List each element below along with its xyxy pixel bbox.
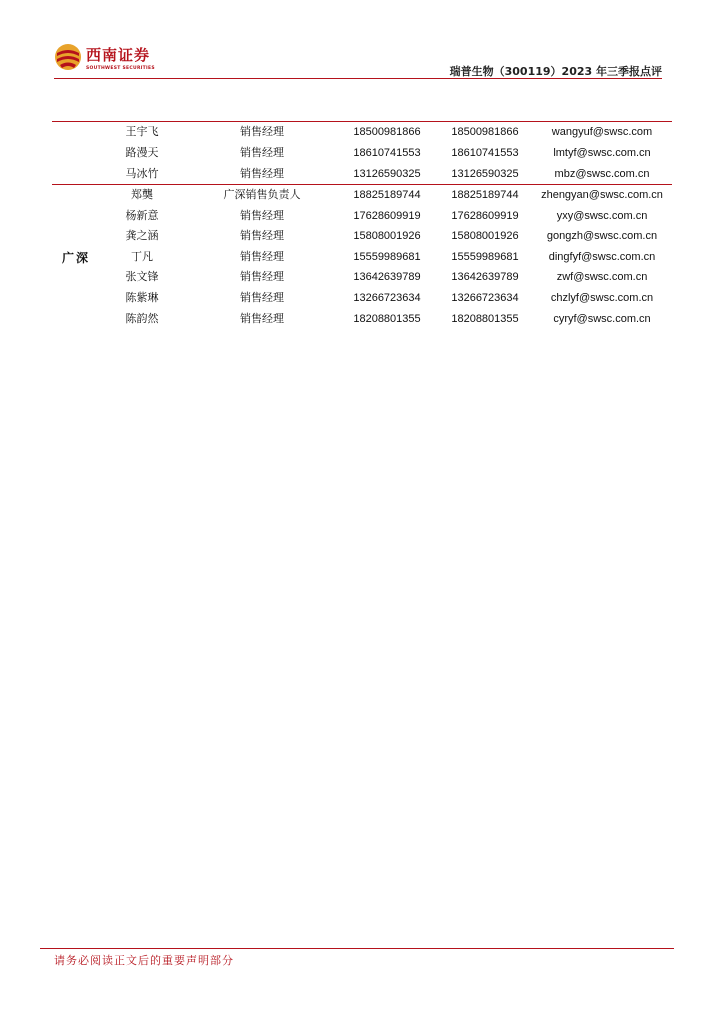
contact-email: gongzh@swsc.com.cn [546, 230, 658, 242]
contact-title: 销售经理 [240, 291, 284, 304]
contact-phone: 18610741553 [353, 147, 421, 159]
contact-mobile: 15808001926 [451, 230, 519, 242]
contact-email: dingfyf@swsc.com.cn [548, 251, 656, 263]
contact-email: lmtyf@swsc.com.cn [553, 147, 651, 159]
contact-phone: 15808001926 [353, 230, 421, 242]
contact-name: 陈紫琳 [125, 291, 159, 304]
table-row [52, 309, 672, 329]
table-row [52, 247, 672, 267]
contact-mobile: 13126590325 [451, 168, 519, 180]
contact-mobile: 17628609919 [451, 210, 519, 222]
contact-name: 丁凡 [131, 250, 153, 263]
header-divider [54, 78, 662, 79]
contact-title: 销售经理 [240, 167, 284, 180]
contact-name: 陈韵然 [125, 312, 159, 325]
contact-email: chzlyf@swsc.com.cn [550, 292, 654, 304]
contact-mobile: 15559989681 [451, 251, 519, 263]
table-row [52, 185, 672, 205]
table-row [52, 288, 672, 308]
table-row [52, 122, 672, 142]
contact-name: 王宇飞 [125, 125, 159, 138]
contact-title: 销售经理 [240, 270, 284, 283]
contact-mobile: 18825189744 [451, 189, 519, 201]
table-row [52, 206, 672, 226]
contact-title: 销售经理 [240, 250, 284, 263]
contact-phone: 15559989681 [353, 251, 421, 263]
table-row [52, 226, 672, 246]
table-row [52, 267, 672, 287]
contact-name: 马冰竹 [125, 167, 159, 180]
company-logo-mark-icon [54, 42, 82, 72]
report-title: 瑞普生物（300119）2023 年三季报点评 [449, 65, 662, 78]
logo-chinese-name: 西南证券 [86, 46, 151, 64]
contact-title: 销售经理 [240, 229, 284, 242]
table-row [52, 143, 672, 163]
contact-name: 郑龑 [131, 188, 153, 201]
contact-email: zwf@swsc.com.cn [556, 271, 648, 283]
footer-disclaimer: 请务必阅读正文后的重要声明部分 [54, 954, 234, 967]
contact-mobile: 13642639789 [451, 271, 519, 283]
contact-email: cyryf@swsc.com.cn [553, 313, 651, 325]
footer-divider [40, 948, 674, 949]
contact-phone: 18500981866 [353, 126, 421, 138]
contact-phone: 18208801355 [353, 313, 421, 325]
contact-title: 销售经理 [240, 146, 284, 159]
contact-mobile: 18208801355 [451, 313, 519, 325]
contact-title: 销售经理 [240, 125, 284, 138]
table-row [52, 164, 672, 184]
contact-title: 广深销售负责人 [223, 188, 301, 201]
contact-email: wangyuf@swsc.com [551, 126, 653, 138]
contact-email: zhengyan@swsc.com.cn [541, 189, 663, 201]
contact-name: 路漫天 [125, 146, 159, 159]
region-label: 广深 [62, 251, 91, 265]
contact-name: 张文锋 [125, 270, 159, 283]
contact-phone: 18825189744 [353, 189, 421, 201]
page-header [0, 0, 724, 82]
contact-mobile: 18500981866 [451, 126, 519, 138]
contact-email: mbz@swsc.com.cn [554, 168, 650, 180]
contact-phone: 13266723634 [353, 292, 421, 304]
contact-phone: 17628609919 [353, 210, 421, 222]
contact-title: 销售经理 [240, 312, 284, 325]
contact-email: yxy@swsc.com.cn [556, 210, 648, 222]
contact-mobile: 13266723634 [451, 292, 519, 304]
company-logo [54, 42, 254, 76]
contact-name: 杨新意 [125, 209, 159, 222]
contact-mobile: 18610741553 [451, 147, 519, 159]
contact-name: 龚之涵 [125, 229, 159, 242]
contact-title: 销售经理 [240, 209, 284, 222]
logo-english-name: SOUTHWEST SECURITIES [86, 66, 155, 71]
contact-phone: 13642639789 [353, 271, 421, 283]
contact-phone: 13126590325 [353, 168, 421, 180]
